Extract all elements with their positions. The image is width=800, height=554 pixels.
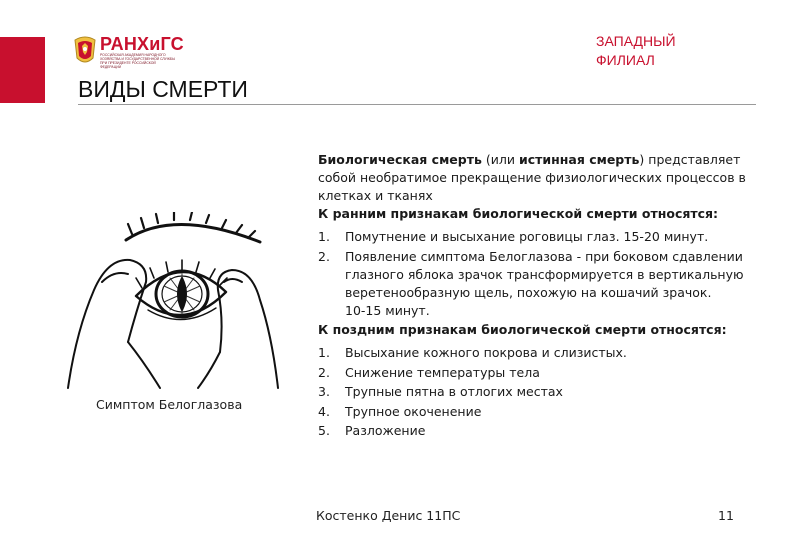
- item-number: 5.: [318, 423, 330, 438]
- list-item: [318, 228, 758, 246]
- item-number: 1.: [318, 229, 330, 244]
- illustration-caption: Симптом Белоглазова: [96, 397, 243, 412]
- slide-title: ВИДЫ СМЕРТИ: [78, 76, 248, 102]
- eye-illustration: [64, 212, 284, 394]
- red-accent-bar: [0, 37, 45, 103]
- ranepa-logo: [72, 34, 182, 70]
- page-number: 11: [718, 508, 734, 523]
- late-signs-heading: К поздним признакам биологической смерти относятся:: [318, 322, 727, 337]
- brand-name: РАНХиГС: [100, 34, 184, 54]
- item-text: Трупные пятна в отлогих местах: [345, 384, 563, 399]
- definition-rest: представляет собой необратимое прекращение физиологических процессов в клетках и тканях: [318, 152, 746, 203]
- list-item: [318, 403, 758, 421]
- title-divider: [78, 104, 756, 105]
- item-text: Снижение температуры тела: [345, 364, 540, 380]
- definition-close: ): [639, 152, 645, 167]
- eagle-emblem-icon: [72, 34, 98, 68]
- early-signs-list: [318, 228, 758, 320]
- list-item: [318, 422, 758, 440]
- branch-label: ЗАПАДНЫЙ ФИЛИАЛ: [596, 33, 676, 68]
- footer-author: Костенко Денис 11ПС: [316, 508, 461, 523]
- item-number: 4.: [318, 403, 330, 419]
- definition-term-biological: Биологическая смерть: [318, 152, 482, 167]
- list-item: [318, 383, 758, 401]
- item-text: Трупное окоченение: [345, 403, 482, 419]
- definition-term-true: истинная смерть: [518, 152, 640, 167]
- definition-mid: (или: [481, 152, 519, 167]
- item-text: Помутнение и высыхание роговицы глаз. 15-20 минут.: [345, 229, 709, 244]
- list-item: [318, 364, 758, 382]
- late-signs-list: [318, 344, 758, 440]
- item-text: Разложение: [345, 423, 426, 438]
- item-duration: 10-15 минут.: [345, 302, 430, 318]
- item-text: Высыхание кожного покрова и слизистых.: [345, 345, 627, 360]
- slide-content: [318, 151, 758, 442]
- item-text: Появление симптома Белоглазова - при боковом сдавлении глазного яблока зрачок трансформируется в вертикальную веретенообразную щель, похожую на кошачий зрачок.: [345, 248, 744, 300]
- early-signs-heading: К ранним признакам биологической смерти относятся:: [318, 206, 719, 221]
- definition: [318, 151, 758, 205]
- item-number: 1.: [318, 345, 330, 360]
- list-item: [318, 344, 758, 362]
- item-number: 2.: [318, 248, 330, 264]
- item-number: 2.: [318, 364, 330, 380]
- brand-tagline: РОССИЙСКАЯ АКАДЕМИЯ НАРОДНОГО ХОЗЯЙСТВА И ГОСУДАРСТВЕННОЙ СЛУЖБЫ ПРИ ПРЕЗИДЕНТЕ РОССИЙСКОЙ ФЕДЕРАЦИИ: [100, 53, 176, 69]
- item-number: 3.: [318, 384, 330, 399]
- list-item: [318, 248, 758, 320]
